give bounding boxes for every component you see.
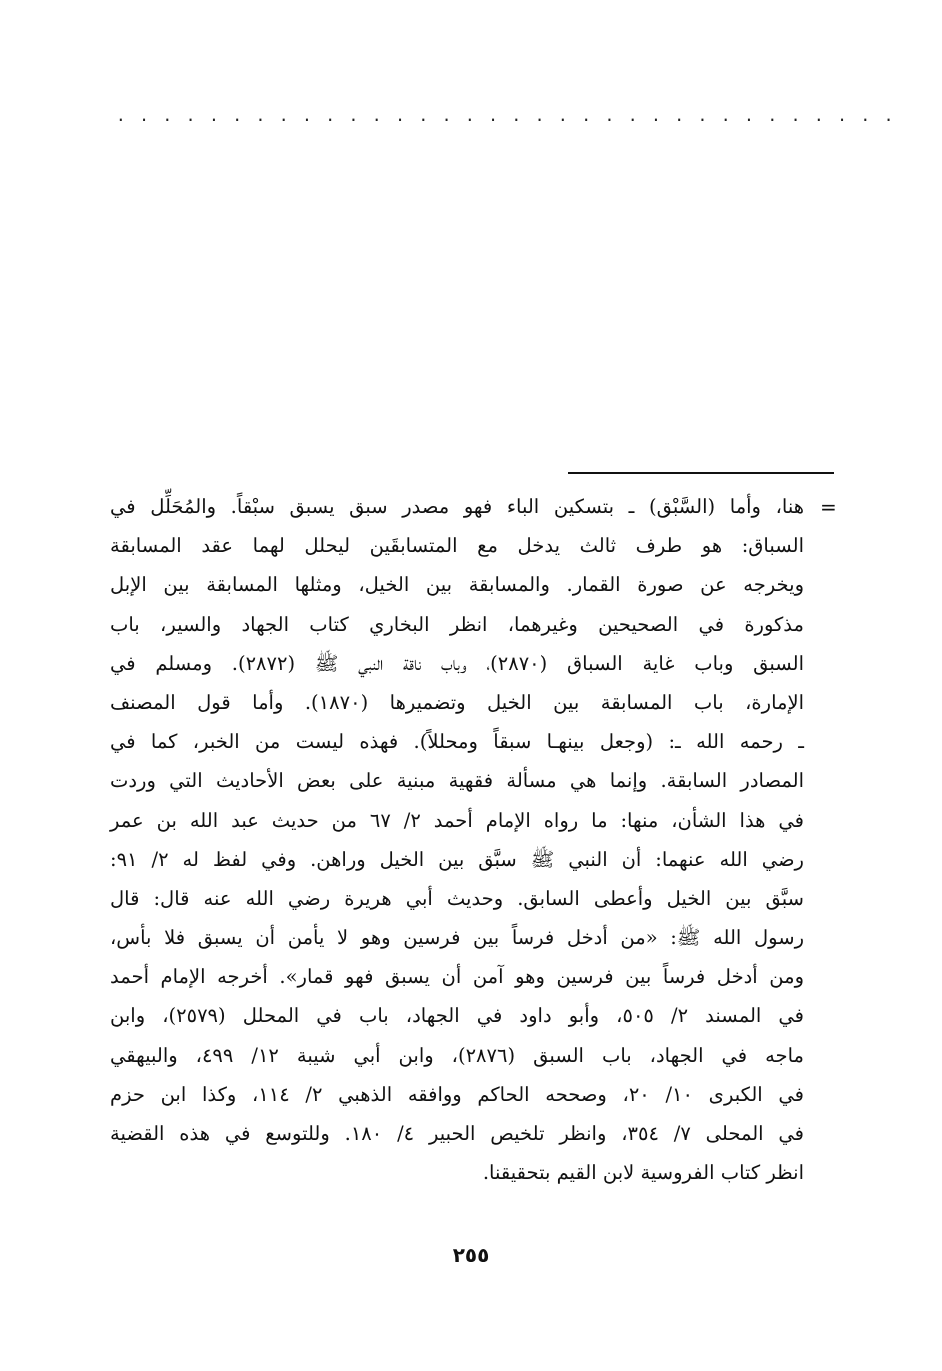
footnote-rule <box>568 472 834 474</box>
footnote-line: رضي الله عنهما: أن النبي ﷺ سبَّق بين الخيل وراهن. وفي لفظ له ٢/ ٩١: <box>110 847 804 871</box>
footnote-line: هنا، وأما (السَّبْق) ـ بتسكين الباء فهو مصدر سبق يسبق سبْقاً. والمُحَلِّل في <box>110 495 804 518</box>
footnote-line: مذكورة في الصحيحين وغيرهما، انظر البخاري كتاب الجهاد والسير، باب <box>110 612 804 636</box>
dotted-separator: . . . . . . . . . . . . . . . . . . . . . . . . . . . . . . . . . . <box>116 106 896 125</box>
footnote-line: ماجه في الجهاد، باب السبق (٢٨٧٦)، وابن أبي شيبة ١٢/ ٤٩٩، والبيهقي <box>110 1043 804 1067</box>
footnote-line: ويخرجه عن صورة القمار. والمسابقة بين الخيل، ومثلها المسابقة بين الإبل <box>110 573 804 597</box>
footnote-line: انظر كتاب الفروسية لابن القيم بتحقيقنا. <box>482 1161 804 1185</box>
footnote-text <box>110 487 804 1192</box>
footnote-line: الإمارة، باب المسابقة بين الخيل وتضميرها (١٨٧٠). وأما قول المصنف <box>110 690 804 714</box>
footnote-line: في الكبرى ١٠/ ٢٠، وصححه الحاكم ووافقه الذهبي ٢/ ١١٤، وكذا ابن حزم <box>110 1082 804 1106</box>
footnote-line: السباق: هو طرف ثالث يدخل مع المتسابقَين ليحلل لهما عقد المسابقة <box>110 534 804 558</box>
page-number: ٢٥٥ <box>452 1243 490 1267</box>
footnote-line: في هذا الشأن، منها: ما رواه الإمام أحمد ٢/ ٦٧ من حديث عبد الله بن عمر <box>110 808 804 832</box>
footnote-line: ـ رحمه الله ـ: (وجعل بينهـا سبقاً ومحللاً). فهذه ليست من الخبر، كما في <box>110 730 804 754</box>
footnote-line: ومن أدخل فرساً بين فرسين وهو آمن أن يسبق فهو قمار». أخرجه الإمام أحمد <box>110 965 804 989</box>
footnote-line: السبق وباب غاية السباق (٢٨٧٠)، وباب ناقة النبي ﷺ (٢٨٧٢). ومسلم في <box>110 651 804 675</box>
footnote-line: سبَّق بين الخيل وأعطى السابق. وحديث أبي هريرة رضي الله عنه قال: قال <box>110 886 804 910</box>
footnote-line: المصادر السابقة. وإنما هي مسألة فقهية مبنية على بعض الأحاديث التي وردت <box>110 769 804 793</box>
footnote-line: في المسند ٢/ ٥٠٥، وأبو داود في الجهاد، باب في المحلل (٢٥٧٩)، وابن <box>110 1004 805 1028</box>
footnote-line: رسول الله ﷺ: «من أدخل فرساً بين فرسين وهو لا يأمن أن يسبق فلا بأس، <box>110 926 804 950</box>
footnote-line: في المحلى ٧/ ٣٥٤، وانظر تلخيص الحبير ٤/ ١٨٠. وللتوسع في هذه القضية <box>110 1122 804 1145</box>
footnote-continuation-marker: = <box>820 495 837 519</box>
